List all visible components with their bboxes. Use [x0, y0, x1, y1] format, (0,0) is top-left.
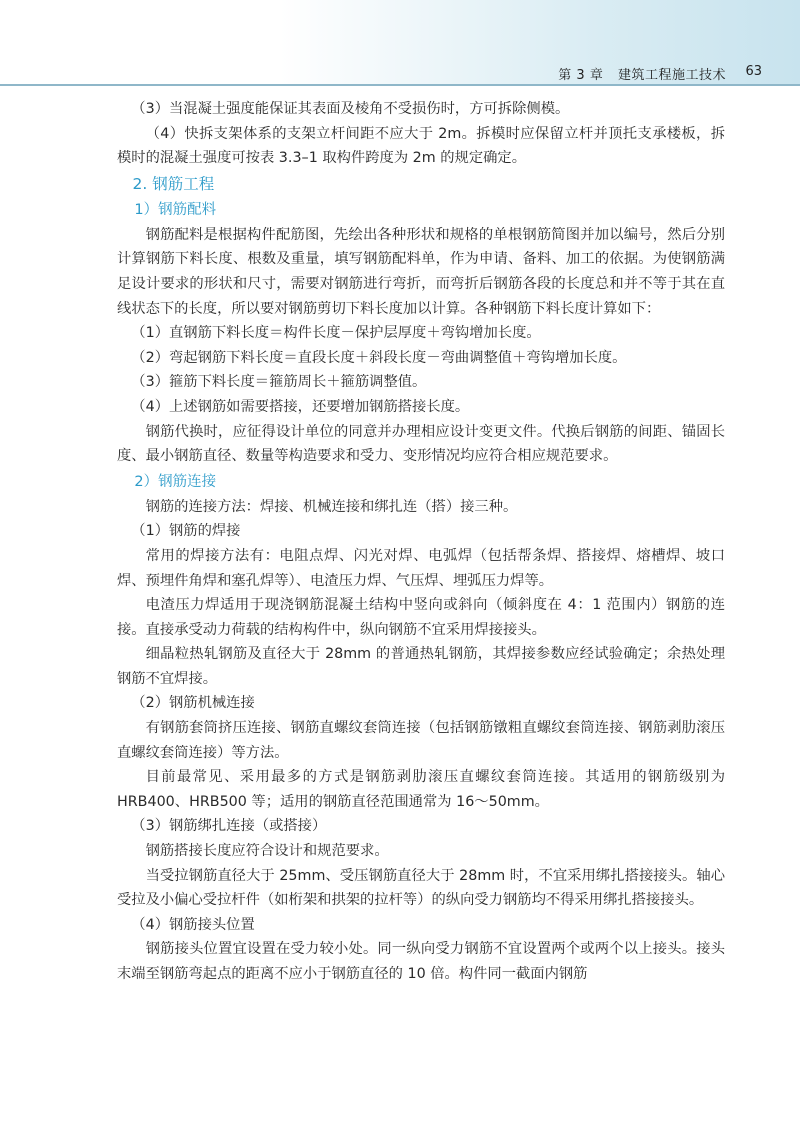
paragraph: 细晶粒热轧钢筋及直径大于 28mm 的普通热轧钢筋，其焊接参数应经试验确定；余热处理钢筋不宜焊接。 [117, 646, 725, 687]
body-text [117, 97, 725, 987]
list-item: （3）当混凝土强度能保证其表面及棱角不受损伤时，方可拆除侧模。 [131, 101, 570, 117]
paragraph: 钢筋的连接方法：焊接、机械连接和绑扎连（搭）接三种。 [145, 498, 518, 515]
list-item: （3）钢筋绑扎连接（或搭接） [131, 818, 327, 835]
running-header [548, 64, 726, 83]
list-item: （1）直钢筋下料长度＝构件长度－保护层厚度＋弯钩增加长度。 [131, 325, 541, 342]
paragraph: 目前最常见、采用最多的方式是钢筋剥肋滚压直螺纹套筒连接。其适用的钢筋级别为 HRB400、HRB500 等；适用的钢筋直径范围通常为 16～50mm。 [117, 769, 725, 810]
paragraph: 钢筋代换时，应征得设计单位的同意并办理相应设计变更文件。代换后钢筋的间距、锚固长度、最小钢筋直径、数量等构造要求和受力、变形情况均应符合相应规范要求。 [117, 423, 725, 465]
list-item: （4）钢筋接头位置 [131, 916, 255, 933]
paragraph: 钢筋配料是根据构件配筋图，先绘出各种形状和规格的单根钢筋简图并加以编号，然后分别计算钢筋下料长度、根数及重量，填写钢筋配料单，作为申请、备料、加工的依据。为使钢筋满足设计要求的形状和尺寸，需要对钢筋进行弯折，而弯折后钢筋各段的长度总和并不等于其在直线状态下的长度，所以要对钢筋剪切下料长度加以计算。各种钢筋下料长度计算如下： [117, 226, 725, 317]
paragraph: 钢筋搭接长度应符合设计和规范要求。 [145, 843, 389, 860]
paragraph: （4）快拆支架体系的支架立杆间距不应大于 2m。拆模时应保留立杆并顶托支承楼板，拆模时的混凝土强度可按表 3.3–1 取构件跨度为 2m 的规定确定。 [117, 125, 725, 167]
list-item: （2）钢筋机械连接 [131, 695, 255, 712]
header-rule [0, 84, 800, 86]
section-heading: 2. 钢筋工程 [132, 174, 215, 193]
list-item: （2）弯起钢筋下料长度＝直段长度＋斜段长度－弯曲调整值＋弯钩增加长度。 [131, 349, 627, 366]
subsection-heading: 2）钢筋连接 [134, 473, 217, 490]
subsection-heading: 1）钢筋配料 [134, 201, 217, 218]
paragraph: 钢筋接头位置宜设置在受力较小处。同一纵向受力钢筋不宜设置两个或两个以上接头。接头末端至钢筋弯起点的距离不应小于钢筋直径的 10 倍。构件同一截面内钢筋 [117, 941, 725, 982]
paragraph: 常用的焊接方法有：电阻点焊、闪光对焊、电弧焊（包括帮条焊、搭接焊、熔槽焊、坡口焊、预埋件角焊和塞孔焊等）、电渣压力焊、气压焊、埋弧压力焊等。 [117, 547, 725, 589]
list-item: （4）上述钢筋如需要搭接，还要增加钢筋搭接长度。 [131, 398, 470, 415]
paragraph: 当受拉钢筋直径大于 25mm、受压钢筋直径大于 28mm 时，不宜采用绑扎搭接接头。轴心受拉及小偏心受拉杆件（如桁架和拱架的拉杆等）的纵向受力钢筋均不得采用绑扎搭接接头。 [117, 867, 725, 909]
list-item: （3）箍筋下料长度＝箍筋周长＋箍筋调整值。 [131, 374, 427, 391]
book-title: 建筑工程施工技术 [617, 68, 726, 83]
paragraph: 有钢筋套筒挤压连接、钢筋直螺纹套筒连接（包括钢筋镦粗直螺纹套筒连接、钢筋剥肋滚压直螺纹套筒连接）等方法。 [117, 720, 725, 761]
chapter-label: 第 3 章 [558, 68, 604, 83]
page-number: 63 [745, 64, 762, 79]
paragraph: 电渣压力焊适用于现浇钢筋混凝土结构中竖向或斜向（倾斜度在 4：1 范围内）钢筋的连接。直接承受动力荷载的结构构件中，纵向钢筋不宜采用焊接接头。 [117, 597, 725, 638]
list-item: （1）钢筋的焊接 [131, 523, 241, 540]
